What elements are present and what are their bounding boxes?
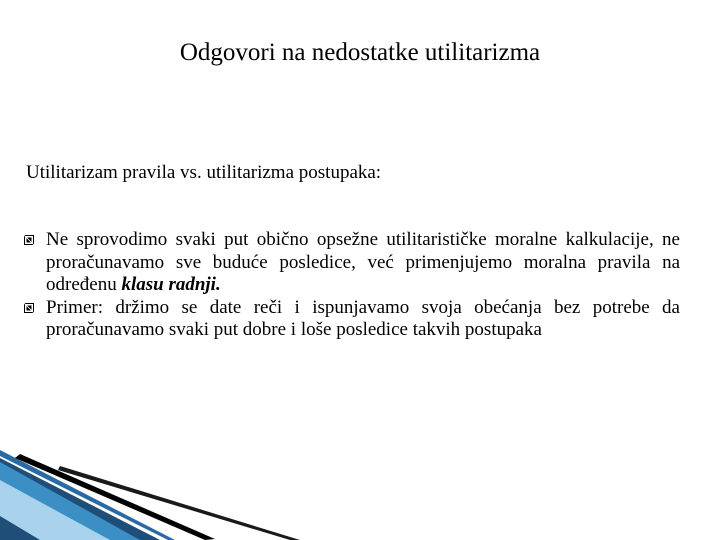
bullet-text: Primer: držimo se date reči i ispunjavamo svoja obećanja bez potrebe da proračunavamo svaki put dobre i loše posledice takvih postupaka bbox=[46, 296, 680, 340]
square-ornament-icon bbox=[24, 303, 34, 313]
slide-title: Odgovori na nedostatke utilitarizma bbox=[179, 39, 541, 66]
slide-subtitle: Utilitarizam pravila vs. utilitarizma postupaka: bbox=[26, 162, 382, 183]
corner-swoosh-decoration bbox=[0, 440, 300, 540]
bullet-item bbox=[24, 229, 680, 297]
bullet-list bbox=[24, 229, 680, 342]
bullet-item bbox=[24, 297, 680, 342]
bullet-text: Ne sprovodimo svaki put obično opsežne utilitarističke moralne kalkulacije, ne proračunavamo sve buduće posledice, već primenjujemo moralna pravila na određenu bbox=[46, 229, 680, 295]
square-ornament-icon bbox=[24, 235, 34, 245]
bullet-emphasis: klasu radnji. bbox=[121, 274, 221, 295]
